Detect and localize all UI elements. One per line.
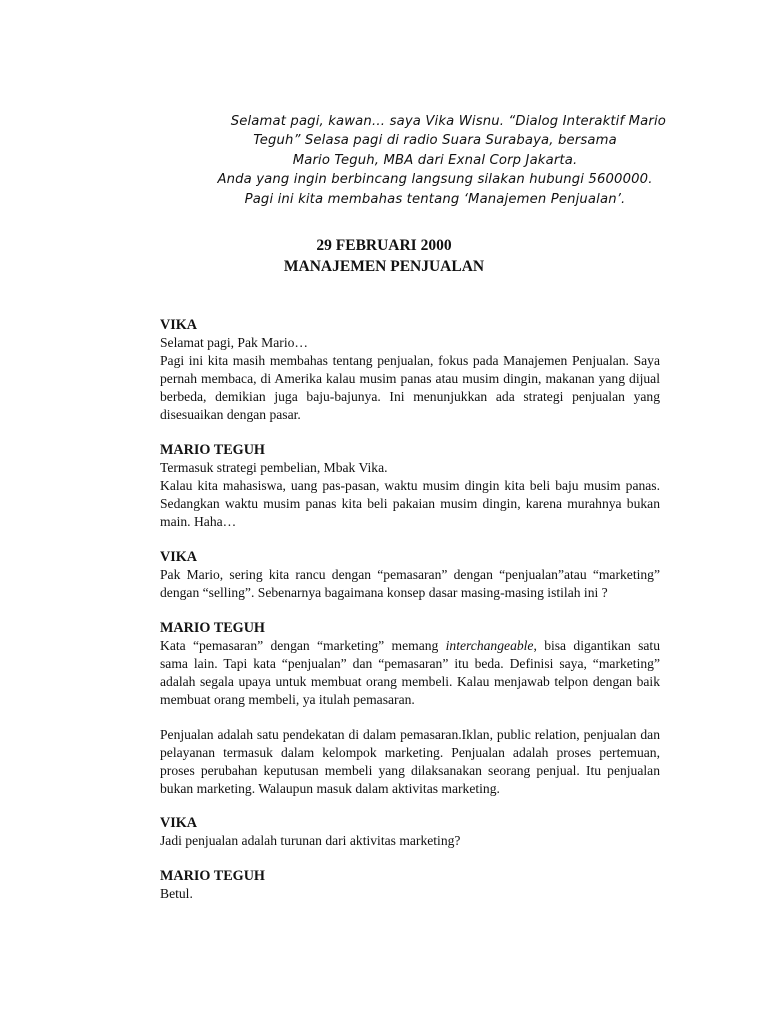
spacer	[160, 709, 660, 726]
intro-line-4: Anda yang ingin berbincang langsung silakan hubungi 5600000.	[217, 172, 653, 188]
dialog-body	[160, 316, 660, 903]
spacer	[160, 850, 660, 867]
dialog-paragraph: Penjualan adalah satu pendekatan di dalam pemasaran.Iklan, public relation, penjualan dan pelayanan termasuk dalam kelompok marketing. Penjualan adalah proses pertemuan, proses perubahan keputusan membeli yang dilaksanakan seorang penjual. Itu penjualan bukan marketing. Walaupun masuk dalam aktivitas marketing.	[160, 727, 660, 796]
spacer	[160, 798, 660, 814]
dialog-line: Termasuk strategi pembelian, Mbak Vika.	[160, 460, 388, 475]
text-run: Kata “pemasaran” dengan “marketing” memang	[160, 638, 446, 653]
intro-line-2: Teguh” Selasa pagi di radio Suara Surabaya, bersama	[253, 133, 617, 149]
dialog-paragraph: Pagi ini kita masih membahas tentang penjualan, fokus pada Manajemen Penjualan. Saya pernah membaca, di Amerika kalau musim panas atau musim dingin, makanan yang dijual berbeda, demikian juga baju-bajunya. Ini menunjukkan ada strategi penjualan yang disesuaikan dengan pasar.	[160, 353, 660, 422]
intro-line-1: Selamat pagi, kawan… saya Vika Wisnu. “Dialog Interaktif Mario	[230, 114, 666, 129]
spacer	[160, 602, 660, 619]
dialog-line: Jadi penjualan adalah turunan dari aktivitas marketing?	[160, 833, 461, 848]
text-run: , bisa digantikan satu sama lain. Tapi kata “penjualan” dan “pemasaran” itu beda. Definisi saya, “marketing” adalah segala upaya untuk membuat orang membeli. Kalau menjawab telpon dengan baik membuat orang membeli, ya itulah pemasaran.	[160, 638, 660, 707]
speaker-name: VIKA	[160, 317, 198, 333]
document-date: 29 FEBRUARI 2000	[316, 237, 452, 254]
dialog-paragraph: Pak Mario, sering kita rancu dengan “pemasaran” dengan “penjualan”atau “marketing” dengan “selling”. Sebenarnya bagaimana konsep dasar masing-masing istilah ini ?	[160, 567, 660, 600]
intro-block	[200, 112, 670, 209]
spacer	[160, 424, 660, 441]
speaker-name: MARIO TEGUH	[160, 442, 265, 458]
dialog-line: Selamat pagi, Pak Mario…	[160, 335, 308, 350]
document-title: MANAJEMEN PENJUALAN	[283, 258, 485, 275]
speaker-name: VIKA	[160, 815, 198, 831]
spacer	[160, 531, 660, 548]
speaker-name: MARIO TEGUH	[160, 620, 265, 636]
dialog-paragraph: Kalau kita mahasiswa, uang pas-pasan, waktu musim dingin kita beli baju musim panas. Sedangkan waktu musim panas kita beli pakaian musim dingin, karena murahnya bukan main. Haha…	[160, 478, 660, 529]
intro-line-3: Mario Teguh, MBA dari Exnal Corp Jakarta.	[292, 152, 578, 168]
speaker-name: MARIO TEGUH	[160, 868, 265, 884]
dialog-paragraph	[160, 637, 660, 709]
speaker-name: VIKA	[160, 549, 198, 565]
dialog-line: Betul.	[160, 886, 193, 901]
emphasized-term: interchangeable	[445, 638, 534, 653]
intro-line-5: Pagi ini kita membahas tentang ‘Manajemen Penjualan’.	[244, 191, 626, 207]
